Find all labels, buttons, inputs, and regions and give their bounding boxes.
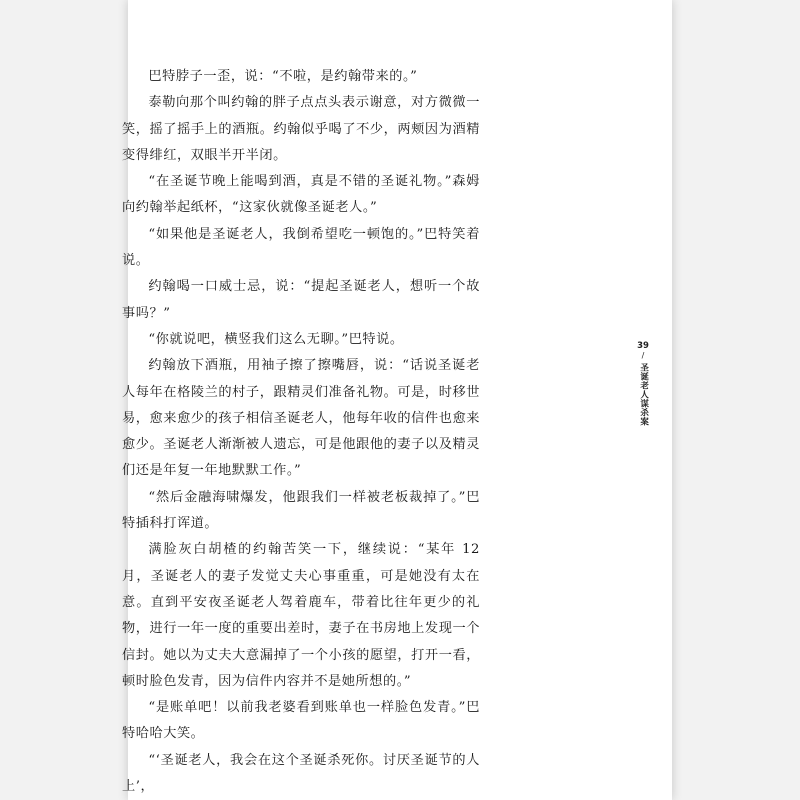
running-header [637, 342, 649, 426]
paragraph: 约翰放下酒瓶，用袖子擦了擦嘴唇，说：“话说圣诞老人每年在格陵兰的村子，跟精灵们准备礼物。可是，时移世易，愈来愈少的孩子相信圣诞老人，他每年收的信件也愈来愈少。圣诞老人渐渐被人遗忘，可是他跟他的妻子以及精灵们还是年复一年地默默工作。” [122, 358, 480, 479]
header-separator: / [641, 351, 645, 361]
paragraph: “如果他是圣诞老人，我倒希望吃一顿饱的。”巴特笑着说。 [122, 226, 480, 269]
paragraph: “然后金融海啸爆发，他跟我们一样被老板裁掉了。”巴特插科打诨道。 [122, 489, 480, 532]
paragraph: “是账单吧！以前我老婆看到账单也一样脸色发青。”巴特哈哈大笑。 [122, 700, 480, 742]
paragraph: “在圣诞节晚上能喝到酒，真是不错的圣诞礼物。”森姆向约翰举起纸杯，“这家伙就像圣诞老人。” [122, 174, 480, 216]
paragraph: 巴特脖子一歪，说：“不啦，是约翰带来的。” [148, 69, 418, 84]
body-text [122, 64, 480, 800]
paragraph: 泰勒向那个叫约翰的胖子点点头表示谢意，对方微微一笑，摇了摇手上的酒瓶。约翰似乎喝了不少，两颊因为酒精变得绯红，双眼半开半闭。 [122, 95, 480, 163]
paragraph: “你就说吧，横竖我们这么无聊。”巴特说。 [148, 331, 404, 347]
page-number: 39 [637, 341, 649, 351]
paragraph: 约翰喝一口威士忌，说：“提起圣诞老人，想听一个故事吗？” [122, 279, 480, 321]
running-title: 圣诞老人谋杀案 [638, 363, 649, 427]
paragraph: “‘圣诞老人，我会在这个圣诞杀死你。讨厌圣诞节的人上’， [122, 752, 480, 795]
paragraph: 满脸灰白胡楂的约翰苦笑一下，继续说：“某年 12 月，圣诞老人的妻子发觉丈夫心事重重，可是她没有太在意。直到平安夜圣诞老人驾着鹿车，带着比往年更少的礼物，进行一年一度的重要出差时，妻子在书房地上发现一个信封。她以为丈夫大意漏掉了一个小孩的愿望，打开一看，顿时脸色发青，因为信件内容并不是她所想的。” [122, 542, 480, 689]
